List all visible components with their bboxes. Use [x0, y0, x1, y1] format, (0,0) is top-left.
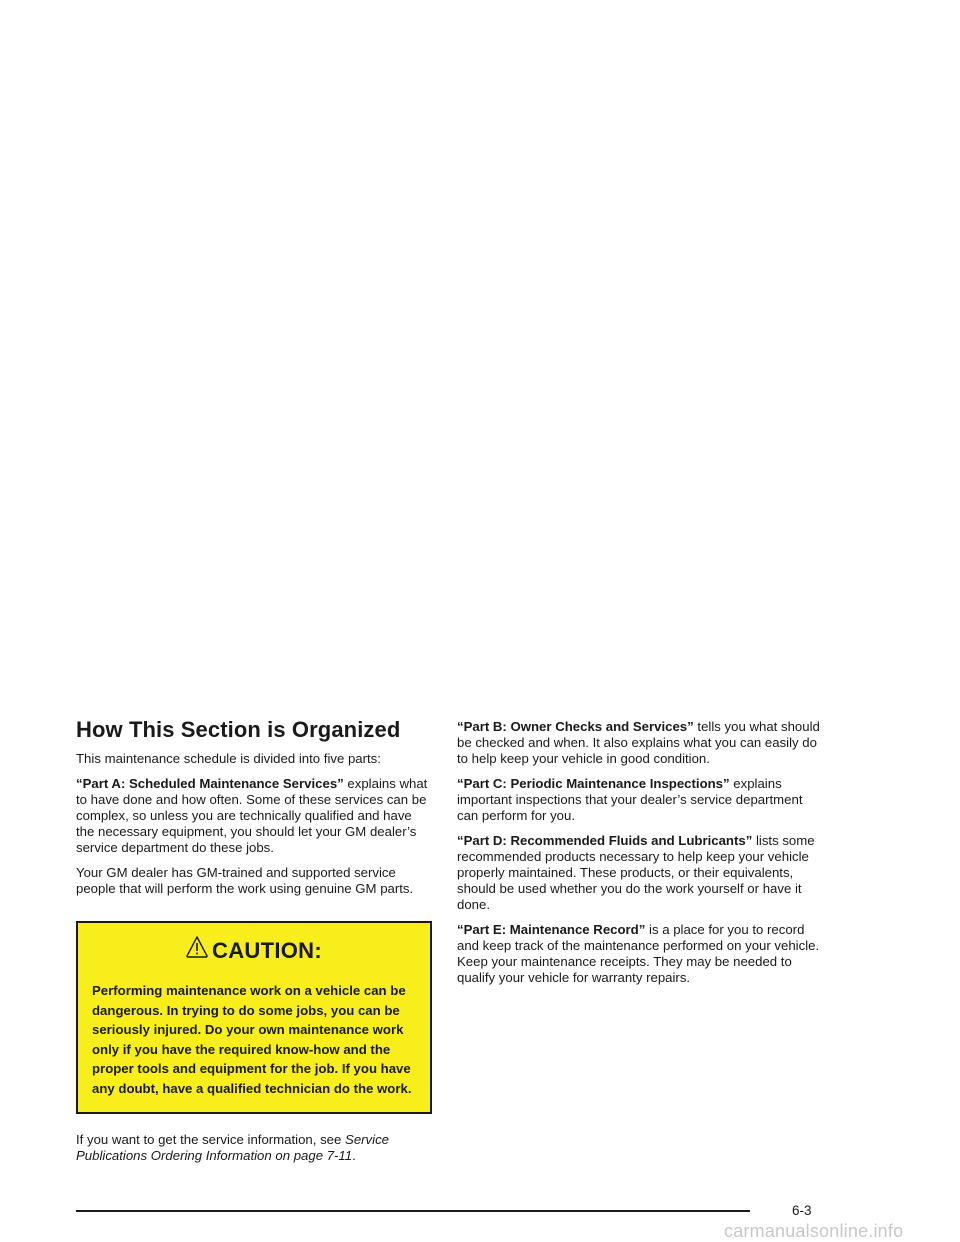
- page-number: 6-3: [792, 1203, 812, 1218]
- service-info-reference[interactable]: Service Publications Ordering Information on page 7-11: [76, 1132, 390, 1163]
- part-d-text: lists some recommended products necessary to help keep your vehicle properly maintained. These products, or their equivalents, should be used whether you do the work yourself or have it done.: [457, 833, 815, 912]
- caution-text: Performing maintenance work on a vehicle can be dangerous. In trying to do some jobs, you can be seriously injured. Do your own maintenance work only if you have the required know-how and the proper tools and equipment for the job. If you have any doubt, have a qualified technician do the work.: [92, 983, 412, 1096]
- service-info-prefix: If you want to get the service information, see: [76, 1132, 346, 1147]
- dealer-paragraph: Your GM dealer has GM-trained and supported service people that will perform the work using genuine GM parts.: [76, 865, 414, 896]
- part-d-paragraph: [457, 833, 822, 913]
- warning-triangle-icon: [186, 935, 208, 959]
- caution-box: [76, 921, 432, 1114]
- part-b-lead: “Part B: Owner Checks and Services”: [457, 719, 694, 734]
- section-title: How This Section is Organized: [76, 717, 401, 742]
- service-info-paragraph: [76, 1132, 432, 1164]
- right-column: [457, 719, 822, 995]
- intro-paragraph: This maintenance schedule is divided into five parts:: [76, 751, 381, 766]
- caution-label: CAUTION:: [212, 938, 322, 963]
- left-column: [76, 717, 432, 1173]
- part-d-lead: “Part D: Recommended Fluids and Lubricants”: [457, 833, 753, 848]
- watermark: carmanualsonline.info: [724, 1221, 904, 1241]
- part-b-text: tells you what should be checked and when. It also explains what you can easily do to help keep your vehicle in good condition.: [457, 719, 820, 766]
- caution-body: [78, 979, 430, 1112]
- part-b-paragraph: [457, 719, 822, 767]
- part-c-text: explains important inspections that your dealer’s service department can perform for you.: [457, 776, 803, 823]
- service-info-suffix: .: [352, 1148, 356, 1163]
- caution-header: [78, 923, 430, 979]
- part-c-lead: “Part C: Periodic Maintenance Inspections”: [457, 776, 730, 791]
- part-e-paragraph: [457, 922, 822, 986]
- part-e-text: is a place for you to record and keep track of the maintenance performed on your vehicle. Keep your maintenance receipts. They may be needed to qualify your vehicle for warranty repairs.: [457, 922, 820, 985]
- part-a-text: explains what to have done and how often. Some of these services can be complex, so unless you are technically qualified and have the necessary equipment, you should let your GM dealer’s service department do these jobs.: [76, 776, 428, 855]
- footer-rule: [76, 1210, 750, 1212]
- part-a-lead: “Part A: Scheduled Maintenance Services”: [76, 776, 344, 791]
- part-a-paragraph: [76, 776, 432, 856]
- part-c-paragraph: [457, 776, 822, 824]
- part-e-lead: “Part E: Maintenance Record”: [457, 922, 646, 937]
